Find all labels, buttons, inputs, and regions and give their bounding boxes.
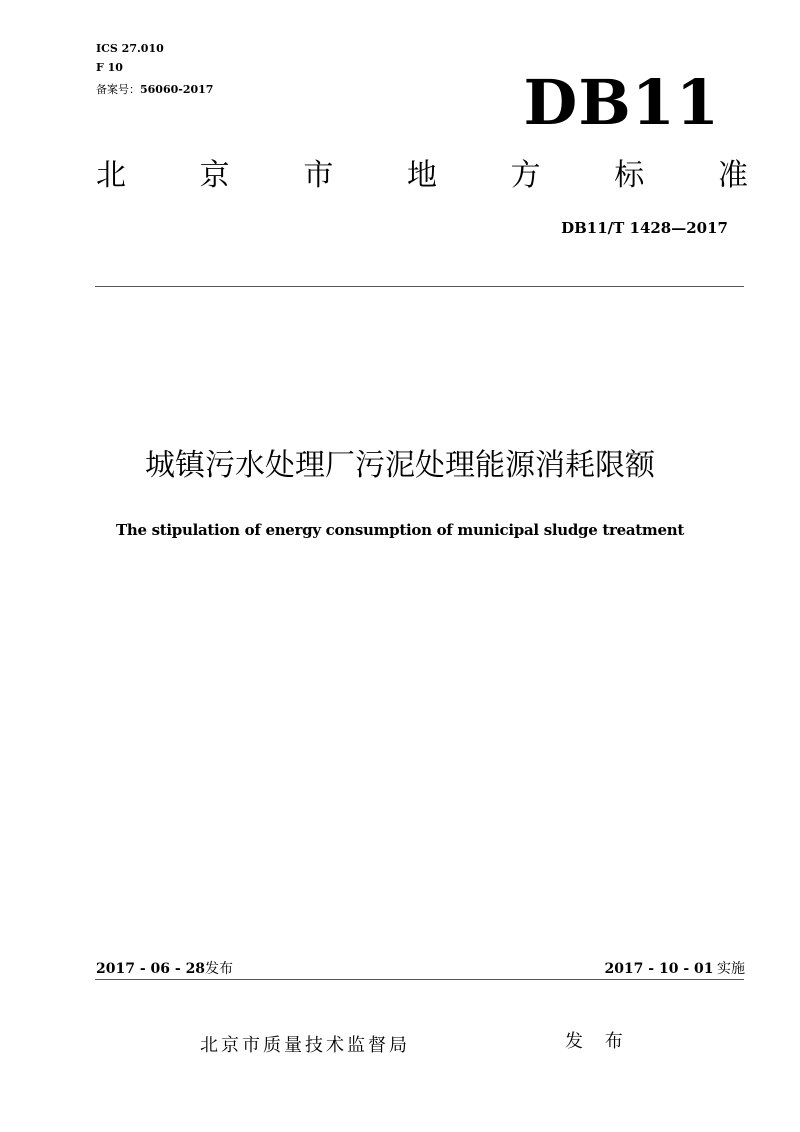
title-char: 标 <box>614 158 645 193</box>
standard-type-title <box>96 158 748 194</box>
title-char: 北 <box>96 158 126 193</box>
title-char: 地 <box>406 158 437 193</box>
bottom-divider <box>95 979 744 980</box>
issue-date-value: 2017 - 06 - 28 <box>96 961 206 977</box>
db-logo: DB11 <box>523 66 720 139</box>
document-title-english: The stipulation of energy consumption of municipal sludge treatment <box>116 521 684 539</box>
issue-date <box>96 960 233 979</box>
filing-number: 56060-2017 <box>140 83 214 96</box>
title-char: 京 <box>199 158 230 193</box>
standard-number: DB11/T 1428—2017 <box>561 219 728 237</box>
classification-code: F 10 <box>96 61 123 74</box>
top-divider <box>95 286 744 287</box>
document-title: 城镇污水处理厂污泥处理能源消耗限额 <box>145 448 655 483</box>
implementation-label: 实施 <box>717 961 745 977</box>
title-char: 准 <box>717 158 748 193</box>
publisher: 北京市质量技术监督局 <box>200 1035 410 1056</box>
filing-label: 备案号： <box>96 83 140 96</box>
publish-label: 发 布 <box>565 1031 631 1052</box>
filing-record <box>96 83 213 97</box>
implementation-date <box>604 960 745 979</box>
implementation-date-value: 2017 - 10 - 01 <box>604 961 714 977</box>
title-char: 市 <box>303 158 334 193</box>
ics-code: ICS 27.010 <box>96 42 164 55</box>
issue-label: 发布 <box>205 961 234 977</box>
title-char: 方 <box>510 158 541 193</box>
